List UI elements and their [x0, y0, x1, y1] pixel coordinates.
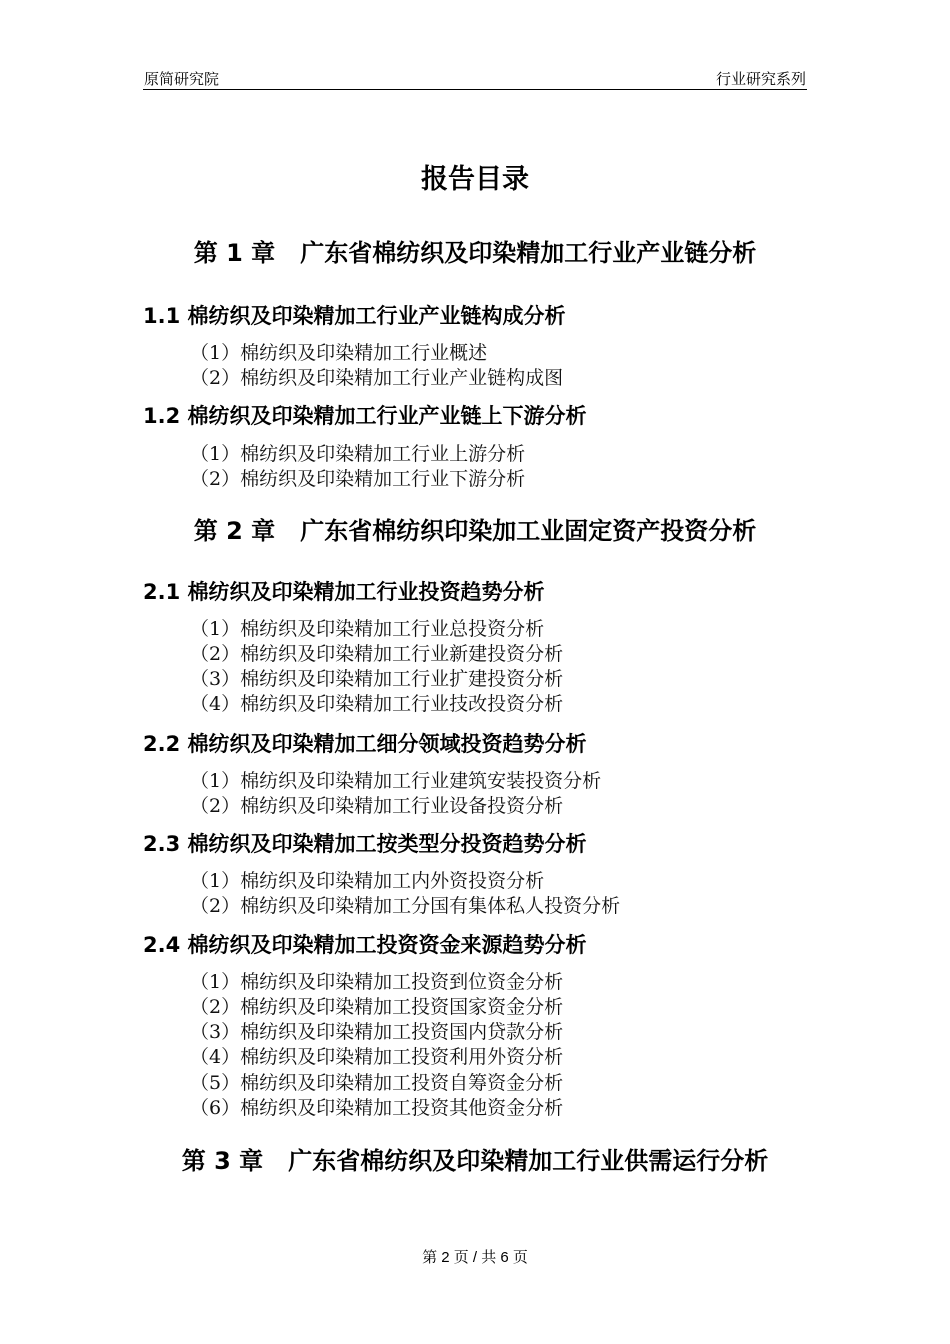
toc-item: （2）棉纺织及印染精加工分国有集体私人投资分析	[190, 895, 621, 917]
toc-item: （5）棉纺织及印染精加工投资自筹资金分析	[190, 1072, 564, 1094]
header-right-text: 行业研究系列	[715, 71, 806, 88]
section-1-2-heading: 1.2 棉纺织及印染精加工行业产业链上下游分析	[143, 404, 587, 428]
toc-item: （1）棉纺织及印染精加工投资到位资金分析	[190, 971, 564, 993]
header-left-text: 原简研究院	[144, 71, 220, 88]
toc-item: （2）棉纺织及印染精加工行业设备投资分析	[190, 795, 564, 817]
toc-item: （4）棉纺织及印染精加工投资利用外资分析	[190, 1046, 564, 1068]
toc-item: （2）棉纺织及印染精加工行业新建投资分析	[190, 643, 564, 665]
chapter-1-heading: 第 1 章 广东省棉纺织及印染精加工行业产业链分析	[193, 239, 757, 267]
header-divider	[143, 89, 807, 90]
section-2-4-heading: 2.4 棉纺织及印染精加工投资资金来源趋势分析	[143, 933, 587, 957]
chapter-2-heading: 第 2 章 广东省棉纺织印染加工业固定资产投资分析	[193, 517, 757, 545]
toc-item: （3）棉纺织及印染精加工行业扩建投资分析	[190, 668, 564, 690]
toc-item: （1）棉纺织及印染精加工行业建筑安装投资分析	[190, 770, 602, 792]
section-2-2-heading: 2.2 棉纺织及印染精加工细分领域投资趋势分析	[143, 732, 587, 756]
page-number-footer: 第 2 页 / 共 6 页	[422, 1249, 528, 1266]
toc-item: （6）棉纺织及印染精加工投资其他资金分析	[190, 1097, 564, 1119]
toc-item: （1）棉纺织及印染精加工行业概述	[190, 342, 488, 364]
toc-item: （4）棉纺织及印染精加工行业技改投资分析	[190, 693, 564, 715]
toc-item: （2）棉纺织及印染精加工投资国家资金分析	[190, 996, 564, 1018]
toc-item: （2）棉纺织及印染精加工行业产业链构成图	[190, 367, 564, 389]
toc-item: （1）棉纺织及印染精加工内外资投资分析	[190, 870, 545, 892]
page-title: 报告目录	[421, 164, 529, 195]
section-2-3-heading: 2.3 棉纺织及印染精加工按类型分投资趋势分析	[143, 832, 587, 856]
toc-item: （1）棉纺织及印染精加工行业上游分析	[190, 443, 526, 465]
toc-item: （3）棉纺织及印染精加工投资国内贷款分析	[190, 1021, 564, 1043]
section-2-1-heading: 2.1 棉纺织及印染精加工行业投资趋势分析	[143, 580, 545, 604]
toc-item: （2）棉纺织及印染精加工行业下游分析	[190, 468, 526, 490]
toc-item: （1）棉纺织及印染精加工行业总投资分析	[190, 618, 545, 640]
section-1-1-heading: 1.1 棉纺织及印染精加工行业产业链构成分析	[143, 304, 566, 328]
chapter-3-heading: 第 3 章 广东省棉纺织及印染精加工行业供需运行分析	[181, 1147, 769, 1175]
